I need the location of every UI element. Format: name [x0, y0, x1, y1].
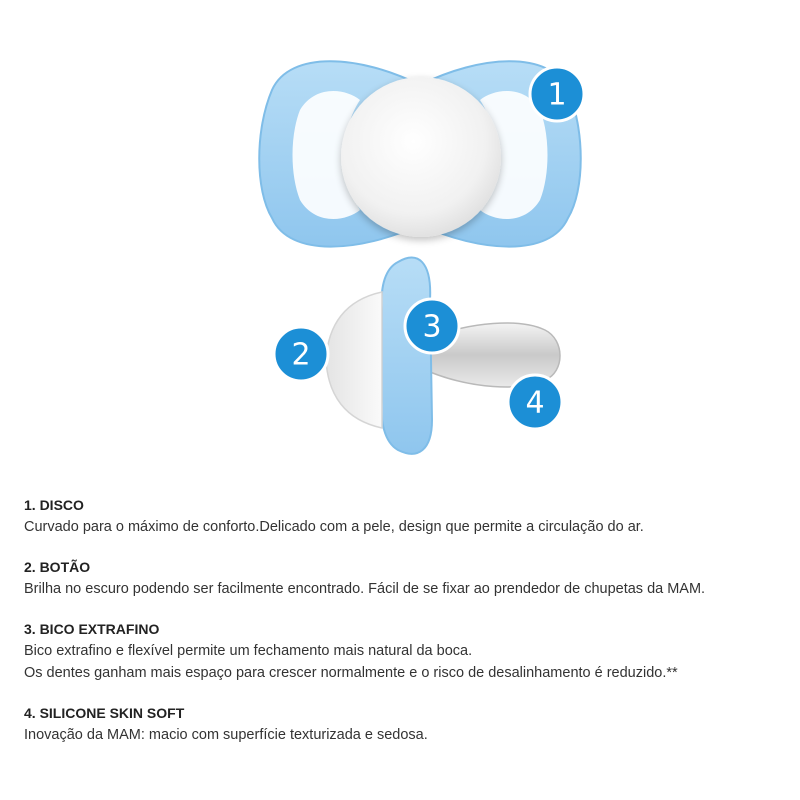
- button-side: [326, 292, 382, 428]
- feature-description: Curvado para o máximo de conforto.Delicado com a pele, design que permite a circulação do ar.: [24, 519, 644, 535]
- feature-disco: [24, 494, 800, 538]
- feature-silicone-skin-soft: [24, 702, 800, 746]
- feature-description: Bico extrafino e flexível permite um fechamento mais natural da boca.: [24, 643, 473, 659]
- shield-side: [382, 258, 432, 454]
- callout-1-number: 1: [547, 77, 567, 113]
- feature-title: 4. SILICONE SKIN SOFT: [24, 705, 185, 721]
- button-front: [341, 77, 501, 237]
- feature-description: Brilha no escuro podendo ser facilmente encontrado. Fácil de se fixar ao prendedor de chupetas da MAM.: [24, 581, 706, 597]
- feature-botao: [24, 556, 800, 600]
- feature-description: Os dentes ganham mais espaço para crescer normalmente e o risco de desalinhamento é reduzido.**: [24, 665, 678, 681]
- feature-title: 3. BICO EXTRAFINO: [24, 621, 160, 637]
- feature-title: 2. BOTÃO: [24, 559, 91, 575]
- callout-2: [274, 327, 328, 381]
- callout-2-number: 2: [291, 337, 311, 373]
- feature-list: [24, 494, 800, 764]
- callout-1: [530, 67, 584, 121]
- feature-bico-extrafino: [24, 618, 800, 684]
- feature-description: Inovação da MAM: macio com superfície texturizada e sedosa.: [24, 727, 428, 743]
- callout-4-number: 4: [525, 385, 545, 421]
- callout-4: [508, 375, 562, 429]
- feature-title: 1. DISCO: [24, 497, 84, 513]
- callout-3: [405, 299, 459, 353]
- callout-3-number: 3: [422, 309, 442, 345]
